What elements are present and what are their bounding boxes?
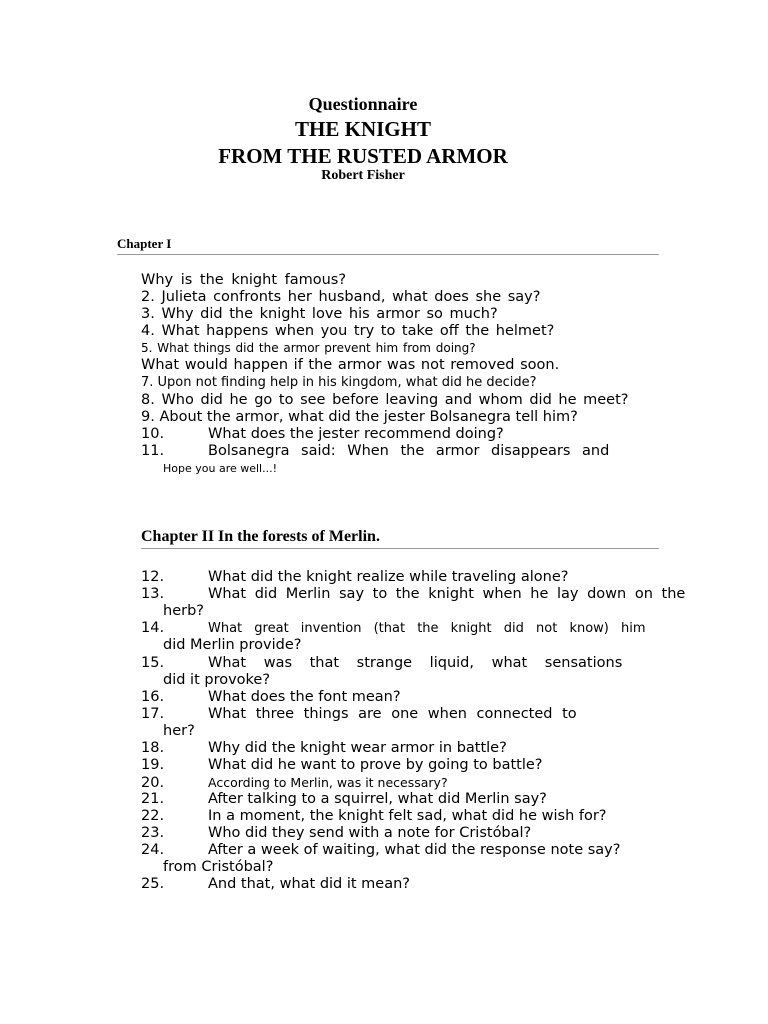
question-number: 14. (141, 620, 165, 636)
question-number: 11. (141, 443, 165, 459)
chapter-2-question (141, 808, 607, 825)
question-text: Why did the knight wear armor in battle? (208, 740, 507, 756)
question-continuation: did Merlin provide? (163, 637, 302, 653)
chapter-1-question: 2. Julieta confronts her husband, what does she say? (141, 289, 541, 305)
question-text: What does the jester recommend doing? (208, 426, 504, 442)
question-continuation: did it provoke? (163, 672, 271, 688)
question-text: After a week of waiting, what did the response note say? (208, 842, 621, 858)
chapter-1-title: Chapter I (117, 236, 172, 251)
question-number: 22. (141, 808, 165, 824)
author: Robert Fisher (321, 168, 405, 183)
chapter-1-question: 9. About the armor, what did the jester Bolsanegra tell him? (141, 409, 578, 425)
chapter-1-question: 4. What happens when you try to take off the helmet? (141, 323, 555, 339)
question-text: According to Merlin, was it necessary? (208, 775, 448, 790)
chapter-1-question: 7. Upon not finding help in his kingdom, what did he decide? (141, 375, 537, 390)
question-continuation: her? (163, 723, 195, 739)
question-number: 23. (141, 825, 165, 841)
question-number: 25. (141, 876, 165, 892)
chapter-2-question (141, 825, 531, 842)
chapter-2-question (141, 569, 568, 586)
chapter-1-question: 5. What things did the armor prevent him from doing? (141, 341, 476, 355)
question-text: What did he want to prove by going to battle? (208, 757, 543, 773)
chapter-2-question (141, 655, 623, 688)
chapter-2-question (141, 757, 542, 774)
questionnaire-heading: Questionnaire (308, 94, 418, 114)
question-continuation: Hope you are well...! (163, 462, 278, 475)
question-continuation: from Cristóbal? (163, 859, 274, 875)
question-number: 20. (141, 775, 165, 791)
question-number: 18. (141, 740, 165, 756)
question-number: 21. (141, 791, 165, 807)
chapter-2-question (141, 740, 507, 757)
chapter-1-question: 8. Who did he go to see before leaving and whom did he meet? (141, 392, 629, 408)
chapter-1-question (141, 443, 609, 460)
chapter-2-question (141, 842, 621, 875)
question-number: 24. (141, 842, 165, 858)
question-text: In a moment, the knight felt sad, what did he wish for? (208, 808, 607, 824)
chapter-2-question (141, 774, 448, 792)
question-text: What three things are one when connected to (208, 706, 577, 722)
title-line-2: FROM THE RUSTED ARMOR (218, 144, 508, 168)
chapter-2-question (141, 706, 577, 739)
question-number: 19. (141, 757, 165, 773)
question-text: Who did they send with a note for Cristóbal? (208, 825, 532, 841)
chapter-2-divider (141, 548, 659, 549)
chapter-1-question: What would happen if the armor was not removed soon. (141, 357, 560, 373)
question-text: Bolsanegra said: When the armor disappears and (208, 443, 610, 459)
chapter-1-question: Why is the knight famous? (141, 272, 347, 288)
question-continuation: herb? (163, 603, 204, 619)
chapter-2-question (141, 689, 401, 706)
question-text: What was that strange liquid, what sensations (208, 655, 623, 671)
question-text: After talking to a squirrel, what did Merlin say? (208, 791, 547, 807)
question-number: 15. (141, 655, 165, 671)
question-text: What did the knight realize while traveling alone? (208, 569, 569, 585)
question-number: 12. (141, 569, 165, 585)
question-text: What did Merlin say to the knight when he lay down on the (208, 586, 686, 602)
chapter-1-divider (117, 254, 659, 255)
chapter-1-question (141, 426, 504, 443)
question-number: 10. (141, 426, 165, 442)
title-line-1: THE KNIGHT (295, 117, 431, 141)
question-number: 13. (141, 586, 165, 602)
chapter-1-question: 3. Why did the knight love his armor so much? (141, 306, 498, 322)
chapter-2-question (141, 586, 686, 619)
chapter-2-question (141, 876, 410, 893)
chapter-2-question (141, 791, 547, 808)
question-text: What great invention (that the knight did not know) him (208, 621, 646, 636)
question-text: What does the font mean? (208, 689, 401, 705)
chapter-2-title: Chapter II In the forests of Merlin. (141, 528, 380, 545)
chapter-2-question (141, 620, 646, 653)
question-text: And that, what did it mean? (208, 876, 411, 892)
question-number: 17. (141, 706, 165, 722)
question-number: 16. (141, 689, 165, 705)
